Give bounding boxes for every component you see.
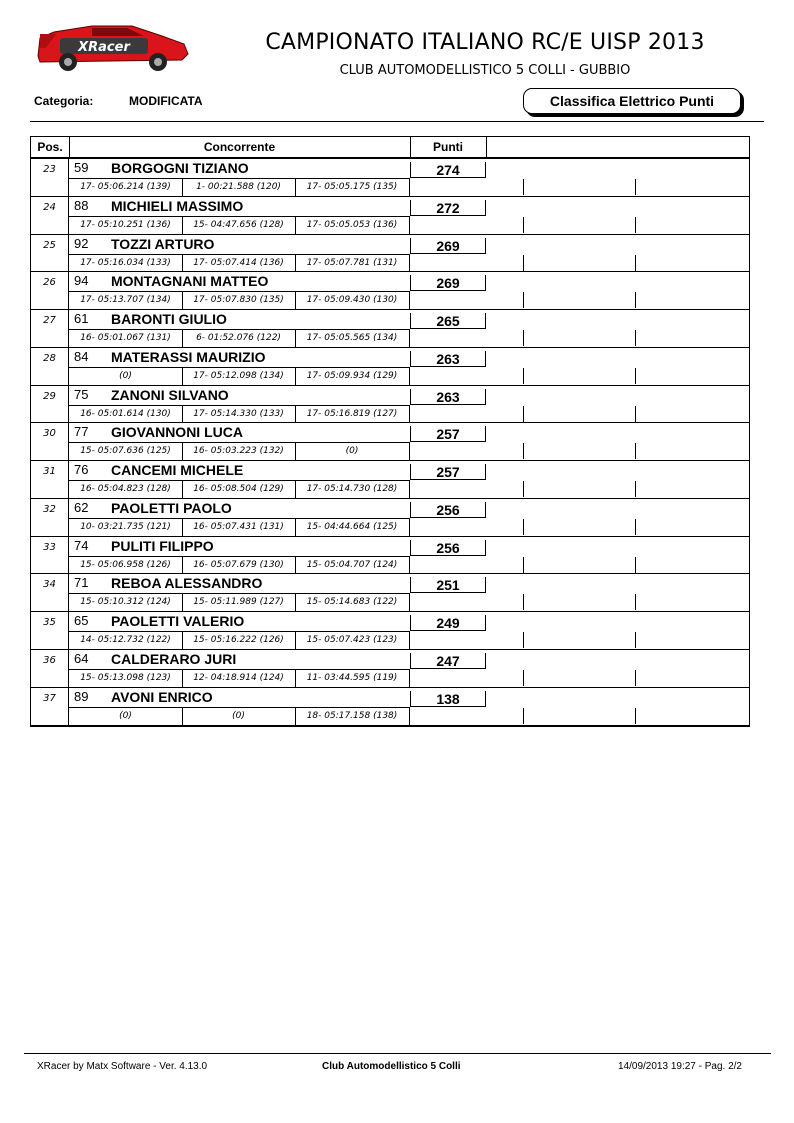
- position-cell: 33: [31, 537, 69, 574]
- car-number: 71: [74, 575, 89, 591]
- table-row: [31, 197, 749, 235]
- heat-result-3: 17- 05:05.565 (134): [306, 333, 398, 343]
- table-row: [31, 386, 749, 424]
- column-tick: [523, 519, 524, 535]
- car-number: 62: [74, 499, 89, 515]
- heat-result-3: 15- 05:14.683 (122): [306, 597, 398, 608]
- competitor-name: MICHIELI MASSIMO: [111, 197, 244, 214]
- heat-result-2: 16- 05:03.223 (132): [182, 443, 296, 460]
- car-number: 65: [74, 613, 89, 628]
- heat-result-3: 15- 05:04.707 (124): [306, 559, 398, 570]
- points-cell: 251: [410, 577, 486, 593]
- column-tick: [523, 255, 524, 271]
- heat-result-2: 16- 05:07.431 (131): [182, 519, 296, 536]
- category-value: MODIFICATA: [129, 94, 203, 108]
- heat-result-2: 16- 05:07.679 (130): [182, 557, 296, 574]
- heat-result-1: 17- 05:13.707 (134): [69, 292, 183, 309]
- position-cell: 35: [31, 612, 69, 649]
- heat-result-2: 15- 05:16.222 (126): [182, 632, 296, 649]
- car-number: 88: [74, 197, 89, 213]
- heat-result-2: 15- 04:47.656 (128): [182, 217, 296, 234]
- table-row: [31, 499, 749, 537]
- heat-result-2: 16- 05:08.504 (129): [182, 481, 296, 498]
- column-tick: [523, 481, 524, 497]
- column-tick: [523, 330, 524, 346]
- points-cell: 257: [410, 464, 486, 480]
- heat-result-1: (0): [69, 368, 183, 385]
- svg-text:XRacer: XRacer: [78, 40, 130, 55]
- heat-results: [69, 442, 410, 460]
- heat-results: [69, 329, 410, 347]
- column-tick: [635, 443, 636, 459]
- heat-result-3: 17- 05:05.053 (136): [306, 219, 398, 230]
- column-tick: [523, 557, 524, 573]
- position-cell: 32: [31, 499, 69, 536]
- points-cell: 138: [410, 691, 486, 707]
- column-tick: [523, 594, 524, 610]
- header-divider: [30, 121, 764, 122]
- page-title: CAMPIONATO ITALIANO RC/E UISP 2013: [265, 30, 705, 55]
- column-header-points: Punti: [410, 137, 487, 157]
- position-cell: 36: [31, 650, 69, 687]
- points-cell: 269: [410, 275, 486, 291]
- car-number: 89: [74, 688, 89, 704]
- column-tick: [523, 708, 524, 724]
- column-tick: [523, 217, 524, 233]
- heat-result-1: 15- 05:06.958 (126): [69, 557, 183, 574]
- page-subtitle: CLUB AUTOMODELLISTICO 5 COLLI - GUBBIO: [339, 63, 631, 78]
- column-tick: [635, 594, 636, 610]
- heat-results: [69, 631, 410, 649]
- heat-result-2: 12- 04:18.914 (124): [182, 670, 296, 687]
- column-tick: [635, 519, 636, 535]
- competitor-name: CANCEMI MICHELE: [111, 462, 244, 478]
- column-tick: [635, 481, 636, 497]
- points-cell: 256: [410, 502, 486, 518]
- competitor-name: CALDERARO JURI: [111, 650, 237, 667]
- column-header-pos: Pos.: [31, 137, 70, 157]
- position-cell: 37: [31, 688, 69, 726]
- footer-divider: [24, 1053, 771, 1054]
- heat-result-3: 17- 05:14.730 (128): [306, 484, 398, 494]
- points-cell: 257: [410, 426, 486, 442]
- table-body: [31, 159, 749, 725]
- table-row: [31, 612, 749, 650]
- heat-result-2: 17- 05:07.414 (136): [182, 255, 296, 272]
- car-number: 75: [74, 386, 89, 402]
- heat-result-1: 15- 05:10.312 (124): [69, 594, 183, 611]
- heat-results: [69, 178, 410, 196]
- heat-result-3: 17- 05:16.819 (127): [306, 408, 398, 419]
- column-tick: [635, 708, 636, 724]
- heat-result-1: 16- 05:04.823 (128): [69, 481, 183, 498]
- heat-result-2: 17- 05:14.330 (133): [182, 406, 296, 423]
- position-cell: 30: [31, 423, 69, 460]
- heat-result-2: 15- 05:11.989 (127): [182, 594, 296, 611]
- heat-result-3: 15- 04:44.664 (125): [306, 521, 398, 532]
- points-cell: 274: [410, 162, 486, 178]
- heat-results: [69, 367, 410, 385]
- car-number: 94: [74, 273, 89, 289]
- heat-result-2: (0): [182, 708, 296, 725]
- table-header: [31, 137, 749, 159]
- competitor-name: MONTAGNANI MATTEO: [111, 273, 269, 290]
- heat-result-1: 16- 05:01.067 (131): [69, 330, 183, 347]
- heat-result-2: 1- 00:21.588 (120): [182, 179, 296, 196]
- competitor-name: ZANONI SILVANO: [111, 386, 229, 403]
- table-row: [31, 423, 749, 461]
- table-row: [31, 272, 749, 310]
- car-number: 92: [74, 235, 89, 251]
- heat-result-1: 15- 05:13.098 (123): [69, 670, 183, 687]
- position-cell: 27: [31, 310, 69, 347]
- footer-club: Club Automodellistico 5 Colli: [322, 1061, 461, 1072]
- competitor-name: MATERASSI MAURIZIO: [111, 348, 266, 365]
- competitor-name: REBOA ALESSANDRO: [111, 575, 263, 592]
- column-tick: [523, 632, 524, 648]
- column-tick: [523, 670, 524, 686]
- competitor-name: TOZZI ARTURO: [111, 235, 215, 252]
- column-tick: [635, 292, 636, 308]
- column-tick: [523, 406, 524, 422]
- heat-result-2: 17- 05:07.830 (135): [182, 292, 296, 309]
- car-number: 61: [74, 311, 89, 326]
- heat-results: [69, 291, 410, 309]
- competitor-name: PULITI FILIPPO: [111, 537, 214, 554]
- points-cell: 256: [410, 540, 486, 556]
- column-tick: [635, 255, 636, 271]
- table-row: [31, 537, 749, 575]
- position-cell: 28: [31, 348, 69, 385]
- heat-result-1: 15- 05:07.636 (125): [69, 443, 183, 460]
- column-tick: [523, 179, 524, 195]
- heat-result-3: 17- 05:05.175 (135): [306, 182, 398, 192]
- car-number: 74: [74, 537, 89, 553]
- position-cell: 31: [31, 461, 69, 498]
- column-tick: [523, 368, 524, 384]
- heat-result-3: 11- 03:44.595 (119): [306, 672, 398, 683]
- column-tick: [635, 368, 636, 384]
- heat-result-1: 17- 05:10.251 (136): [69, 217, 183, 234]
- points-cell: 249: [410, 615, 486, 631]
- position-cell: 25: [31, 235, 69, 272]
- heat-result-1: 17- 05:06.214 (139): [69, 179, 183, 196]
- heat-result-1: 14- 05:12.732 (122): [69, 632, 183, 649]
- category-label: Categoria:: [34, 94, 94, 108]
- column-tick: [635, 330, 636, 346]
- footer-date-page: 14/09/2013 19:27 - Pag. 2/2: [618, 1061, 742, 1072]
- table-row: [31, 461, 749, 499]
- column-tick: [635, 217, 636, 233]
- classification-badge: Classifica Elettrico Punti: [523, 88, 741, 114]
- points-cell: 263: [410, 389, 486, 405]
- heat-result-3: (0): [345, 446, 359, 457]
- column-tick: [635, 557, 636, 573]
- points-cell: 265: [410, 313, 486, 329]
- car-number: 59: [74, 160, 89, 175]
- footer-software: XRacer by Matx Software - Ver. 4.13.0: [37, 1061, 208, 1072]
- column-tick: [635, 406, 636, 422]
- heat-results: [69, 707, 410, 725]
- points-cell: 272: [410, 200, 486, 216]
- competitor-name: AVONI ENRICO: [111, 688, 213, 705]
- column-tick: [523, 443, 524, 459]
- competitor-name: BARONTI GIULIO: [111, 311, 227, 327]
- competitor-name: GIOVANNONI LUCA: [111, 424, 243, 441]
- position-cell: 24: [31, 197, 69, 234]
- position-cell: 26: [31, 272, 69, 309]
- heat-results: [69, 556, 410, 574]
- heat-result-3: 17- 05:09.430 (130): [306, 295, 398, 306]
- table-row: [31, 235, 749, 273]
- column-tick: [523, 292, 524, 308]
- position-cell: 23: [31, 159, 69, 196]
- table-row: [31, 574, 749, 612]
- table-row: [31, 688, 749, 726]
- results-table: [30, 136, 750, 727]
- heat-result-3: 17- 05:07.781 (131): [306, 257, 398, 268]
- column-header-competitor: Concorrente: [69, 137, 411, 157]
- heat-results: [69, 405, 410, 423]
- position-cell: 34: [31, 574, 69, 611]
- heat-result-1: 17- 05:16.034 (133): [69, 255, 183, 272]
- column-tick: [635, 632, 636, 648]
- heat-result-3: 18- 05:17.158 (138): [306, 710, 398, 721]
- table-row: [31, 650, 749, 688]
- position-cell: 29: [31, 386, 69, 423]
- heat-results: [69, 254, 410, 272]
- column-tick: [635, 670, 636, 686]
- points-cell: 263: [410, 351, 486, 367]
- car-number: 77: [74, 424, 89, 440]
- competitor-name: BORGOGNI TIZIANO: [111, 160, 249, 176]
- heat-result-2: 6- 01:52.076 (122): [182, 330, 296, 347]
- heat-result-1: 10- 03:21.735 (121): [69, 519, 183, 536]
- heat-result-1: 16- 05:01.614 (130): [69, 406, 183, 423]
- heat-result-1: (0): [69, 708, 183, 725]
- heat-results: [69, 669, 410, 687]
- points-cell: 269: [410, 238, 486, 254]
- competitor-name: PAOLETTI VALERIO: [111, 613, 245, 629]
- table-row: [31, 159, 749, 197]
- heat-results: [69, 216, 410, 234]
- car-number: 64: [74, 650, 89, 666]
- heat-result-3: 17- 05:09.934 (129): [306, 370, 398, 381]
- car-number: 84: [74, 348, 89, 364]
- competitor-name: PAOLETTI PAOLO: [111, 499, 232, 516]
- heat-results: [69, 480, 410, 498]
- heat-results: [69, 593, 410, 611]
- heat-results: [69, 518, 410, 536]
- column-tick: [635, 179, 636, 195]
- points-cell: 247: [410, 653, 486, 669]
- heat-result-3: 15- 05:07.423 (123): [306, 635, 398, 645]
- table-row: [31, 348, 749, 386]
- xracer-logo: [32, 18, 192, 72]
- heat-result-2: 17- 05:12.098 (134): [182, 368, 296, 385]
- table-row: [31, 310, 749, 348]
- car-number: 76: [74, 462, 89, 477]
